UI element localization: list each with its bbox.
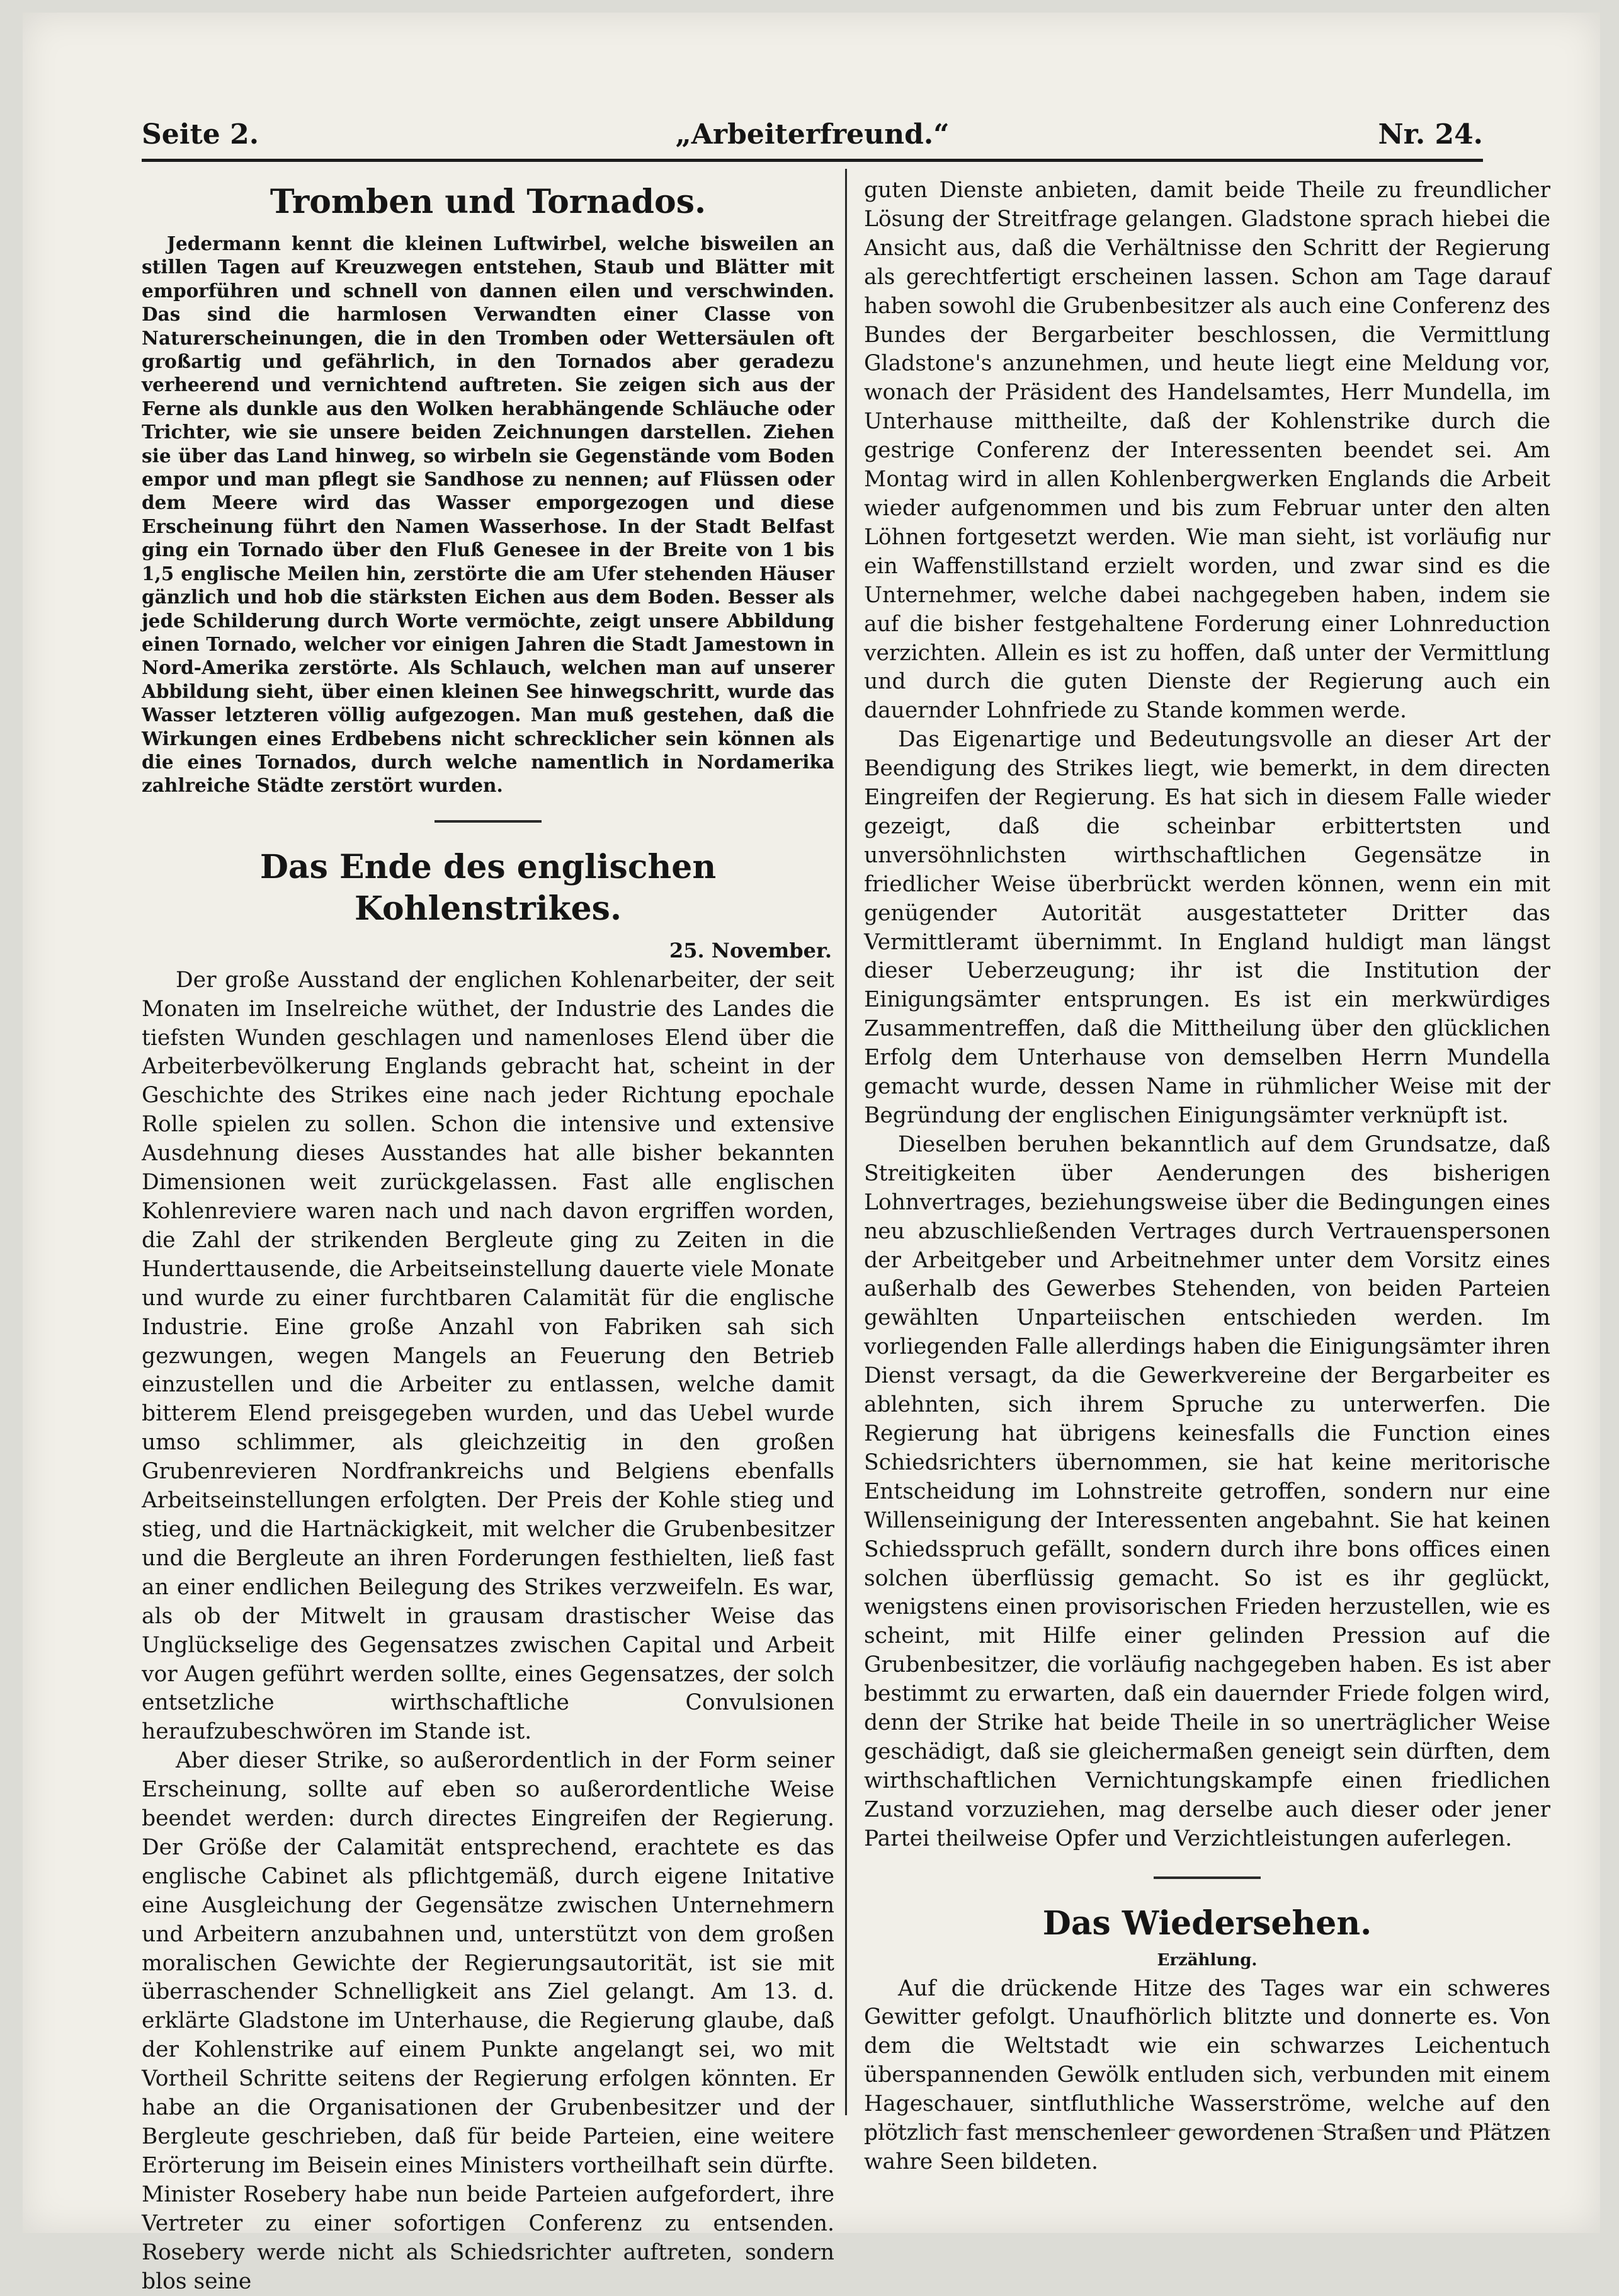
article-wiedersehen bbox=[864, 1903, 1550, 2177]
article-title: Tromben und Tornados. bbox=[270, 183, 707, 221]
page-number: Seite 2. bbox=[142, 118, 259, 151]
issue-number: Nr. 24. bbox=[1378, 118, 1483, 151]
article-subtitle: Erzählung. bbox=[1157, 1950, 1258, 1970]
article-kohlenstrike bbox=[142, 847, 834, 2296]
column-divider bbox=[845, 169, 847, 2115]
article-separator bbox=[435, 820, 542, 823]
article-paragraph: Jedermann kennt die kleinen Luftwirbel, welche bisweilen an stillen Tagen auf Kreuzwegen entstehen, Staub und Blätter mit emporführen und schnell von dannen eilen und verschwinden. Das sind die harmlosen Verwandten einer Classe von Naturerscheinungen, die in den Tromben oder Wettersäulen oft großartig und gefährlich, in den Tornados aber geradezu verheerend und vernichtend auftreten. Sie zeigen sich aus der Ferne als dunkle aus den Wolken herabhängende Schläuche oder Trichter, wie sie unsere beiden Zeichnungen darstellen. Ziehen sie über das Land hinweg, so wirbeln sie Gegenstände vom Boden empor und man pflegt sie Sandhose zu nennen; auf Flüssen oder dem Meere wird das Wasser emporgezogen und diese Erscheinung führt den Namen Wasserhose. In der Stadt Belfast ging ein Tornado über den Fluß Genesee in der Breite von 1 bis 1,5 englische Meilen hin, zerstörte die am Ufer stehenden Häuser gänzlich und hob die stärksten Eichen aus dem Boden. Besser als jede Schilderung durch Worte vermöchte, zeigt unsere Abbildung einen Tornado, welcher vor einigen Jahren die Stadt Jamestown in Nord-Amerika zerstörte. Als Schlauch, welchen man auf unserer Abbildung sieht, über einen kleinen See hinwegschritt, wurde das Wasser letzteren völlig aufgezogen. Man muß gestehen, daß die Wirkungen eines Erdbebens nicht schrecklicher sein können als die eines Tornados, durch welche namentlich in Nordamerika zahlreiche Städte zerstört wurden. bbox=[142, 232, 834, 797]
page-header bbox=[142, 118, 1483, 156]
article-date: 25. November. bbox=[669, 938, 832, 962]
article-title: Das Ende des englischen Kohlenstrikes. bbox=[259, 847, 717, 928]
article-paragraph: guten Dienste anbieten, damit beide Theile zu freundlicher Lösung der Streitfrage gelangen. Gladstone sprach hiebei die Ansicht aus, daß die Verhältnisse den Schritt der Regierung als gerechtfertigt erscheinen lassen. Schon am Tage darauf haben sowohl die Grubenbesitzer als auch eine Conferenz des Bundes der Bergarbeiter beschlossen, die Vermittlung Gladstone's anzunehmen, und heute liegt eine Meldung vor, wonach der Präsident des Handelsamtes, Herr Mundella, im Unterhause mittheilte, daß der Kohlenstrike durch die gestrige Conferenz der Interessenten beendet sei. Am Montag wird in allen Kohlenbergwerken Englands die Arbeit wieder aufgenommen und bis zum Februar unter den alten Löhnen fortgesetzt werden. Wie man sieht, ist vorläufig nur ein Waffenstillstand erzielt worden, und zwar sind es die Unternehmer, welche dabei nachgegeben haben, indem sie auf die bisher festgehaltene Forderung einer Lohnreduction verzichten. Allein es ist zu hoffen, daß unter der Vermittlung und durch die guten Dienste der Regierung auch ein dauernder Lohnfriede zu Stande kommen werde. bbox=[864, 178, 1550, 724]
article-paragraph: Auf die drückende Hitze des Tages war ein schweres Gewitter gefolgt. Unaufhörlich blitzte und donnerte es. Von dem die Weltstadt wie ein schwarzes Leichentuch überspannenden Gewölk entluden sich, verbunden mit einem Hageschauer, sintfluthliche Wasserströme, welche auf den plötzlich fast menschenleer gewordenen Straßen und Plätzen wahre Seen bildeten. bbox=[864, 1975, 1550, 2174]
article-paragraph: Aber dieser Strike, so außerordentlich in der Form seiner Erscheinung, sollte auf eben so außerordentliche Weise beendet werden: durch directes Eingreifen der Regierung. Der Größe der Calamität entsprechend, erachtete es das englische Cabinet als pflichtgemäß, durch eigene Initative eine Ausgleichung der Gegensätze zwischen Unternehmern und Arbeitern anzubahnen und, unterstützt von dem großen moralischen Gewichte der Regierungsautorität, ist sie mit überraschender Schnelligkeit ans Ziel gelangt. Am 13. d. erklärte Gladstone im Unterhause, die Regierung glaube, daß der Kohlenstrike auf einem Punkte angelangt sei, wo mit Vortheil Schritte seitens der Regierung erfolgen könnten. Er habe an die Organisationen der Grubenbesitzer und der Bergleute geschrieben, daß für beide Parteien, eine weitere Erörterung im Beisein eines Ministers vortheilhaft sein dürfte. Minister Rosebery habe nun beide Parteien aufgefordert, ihre Vertreter zu einer sofortigen Conferenz zu entsenden. Rosebery werde nicht als Schiedsrichter auftreten, sondern blos seine bbox=[142, 1748, 834, 2294]
left-column bbox=[142, 176, 834, 2296]
right-column bbox=[864, 176, 1550, 2177]
bottom-bleed-line bbox=[864, 2129, 1550, 2131]
article-paragraph: Das Eigenartige und Bedeutungsvolle an dieser Art der Beendigung des Strikes liegt, wie bemerkt, in dem directen Eingreifen der Regierung. Es hat sich in diesem Falle wieder gezeigt, daß die scheinbar erbittertsten und unversöhnlichsten wirthschaftlichen Gegensätze in friedlicher Weise überbrückt werden können, wenn ein mit genügender Autorität ausgestatteter Dritter das Vermittleramt übernimmt. In England huldigt man längst dieser Ueberzeugung; ihr ist die Institution der Einigungsämter entsprungen. Es ist ein merkwürdiges Zusammentreffen, daß die Mittheilung über den glücklichen Erfolg dem Unterhause von demselben Herrn Mundella gemacht wurde, dessen Name in rühmlicher Weise mit der Begründung der englischen Einigungsämter verknüpft ist. bbox=[864, 727, 1550, 1128]
article-paragraph: Dieselben beruhen bekanntlich auf dem Grundsatze, daß Streitigkeiten über Aenderungen des bisherigen Lohnvertrages, beziehungsweise über die Bedingungen eines neu abzuschließenden Vertrages durch Vertrauenspersonen der Arbeitgeber und Arbeitnehmer unter dem Vorsitz eines außerhalb des Gewerbes Stehenden, von beiden Parteien gewählten Unparteiischen entschieden werden. Im vorliegenden Falle allerdings haben die Einigungsämter ihren Dienst versagt, da die Gewerkvereine der Bergarbeiter es ablehnten, sich ihrem Spruche zu unterwerfen. Die Regierung hat übrigens keinesfalls die Function eines Schiedsrichters übernommen, sie hat keine meritorische Entscheidung im Lohnstreite getroffen, sondern nur eine Willenseinigung der Interessenten angebahnt. Sie hat keinen Schiedsspruch gefällt, sondern durch ihre bons offices einen solchen überflüssig gemacht. So ist es ihr geglückt, wenigstens einen provisorischen Frieden herzustellen, wie es scheint, mit Hilfe einer gelinden Pression auf die Grubenbesitzer, die vorläufig nachgegeben haben. Es ist aber bestimmt zu erwarten, daß ein dauernder Friede folgen wird, denn der Strike hat beide Theile in so unerträglicher Weise geschädigt, daß sie gleichermaßen geneigt sein dürften, dem wirthschaftlichen Vernichtungskampfe einen friedlichen Zustand vorzuziehen, mag derselbe auch dieser oder jener Partei theilweise Opfer und Verzichtleistungen auferlegen. bbox=[864, 1131, 1550, 1851]
article-title: Das Wiedersehen. bbox=[1042, 1904, 1372, 1943]
article-paragraph: Der große Ausstand der englichen Kohlenarbeiter, der seit Monaten im Inselreiche wüthet, der Industrie des Landes die tiefsten Wunden geschlagen und namenloses Elend über die Arbeiterbevölkerung Englands gebracht hat, scheint in der Geschichte des Strikes eine nach jeder Richtung epochale Rolle spielen zu sollen. Schon die intensive und extensive Ausdehnung dieses Ausstandes hat alle bisher bekannten Dimensionen weit zurückgelassen. Fast alle englischen Kohlenreviere waren nach und nach davon ergriffen worden, die Zahl der strikenden Bergleute ging zu Zeiten in die Hunderttausende, die Arbeitseinstellung dauerte viele Monate und wurde zu einer furchtbaren Calamität für die englische Industrie. Eine große Anzahl von Fabriken sah sich gezwungen, wegen Mangels an Feuerung den Betrieb einzustellen und die Arbeiter zu entlassen, welche damit bitterem Elend preisgegeben wurden, und das Uebel wurde umso schlimmer, als gleichzeitig in den großen Grubenrevieren Nordfrankreichs und Belgiens ebenfalls Arbeitseinstellungen erfolgten. Der Preis der Kohle stieg und stieg, und die Hartnäckigkeit, mit welcher die Grubenbesitzer und die Bergleute an ihren Forderungen festhielten, ließ fast an einer endlichen Beilegung des Strikes verzweifeln. Es war, als ob der Mitwelt in grausam drastischer Weise das Unglückselige des Gegensatzes zwischen Capital und Arbeit vor Augen geführt werden sollte, eines Gegensatzes, der solch entsetzliche wirthschaftliche Convulsionen heraufzubeschwören im Stande ist. bbox=[142, 967, 834, 1745]
article-separator bbox=[1154, 1876, 1261, 1879]
article-tromben bbox=[142, 181, 834, 797]
header-rule bbox=[142, 159, 1483, 162]
newspaper-title: „Arbeiterfreund.“ bbox=[675, 118, 950, 151]
